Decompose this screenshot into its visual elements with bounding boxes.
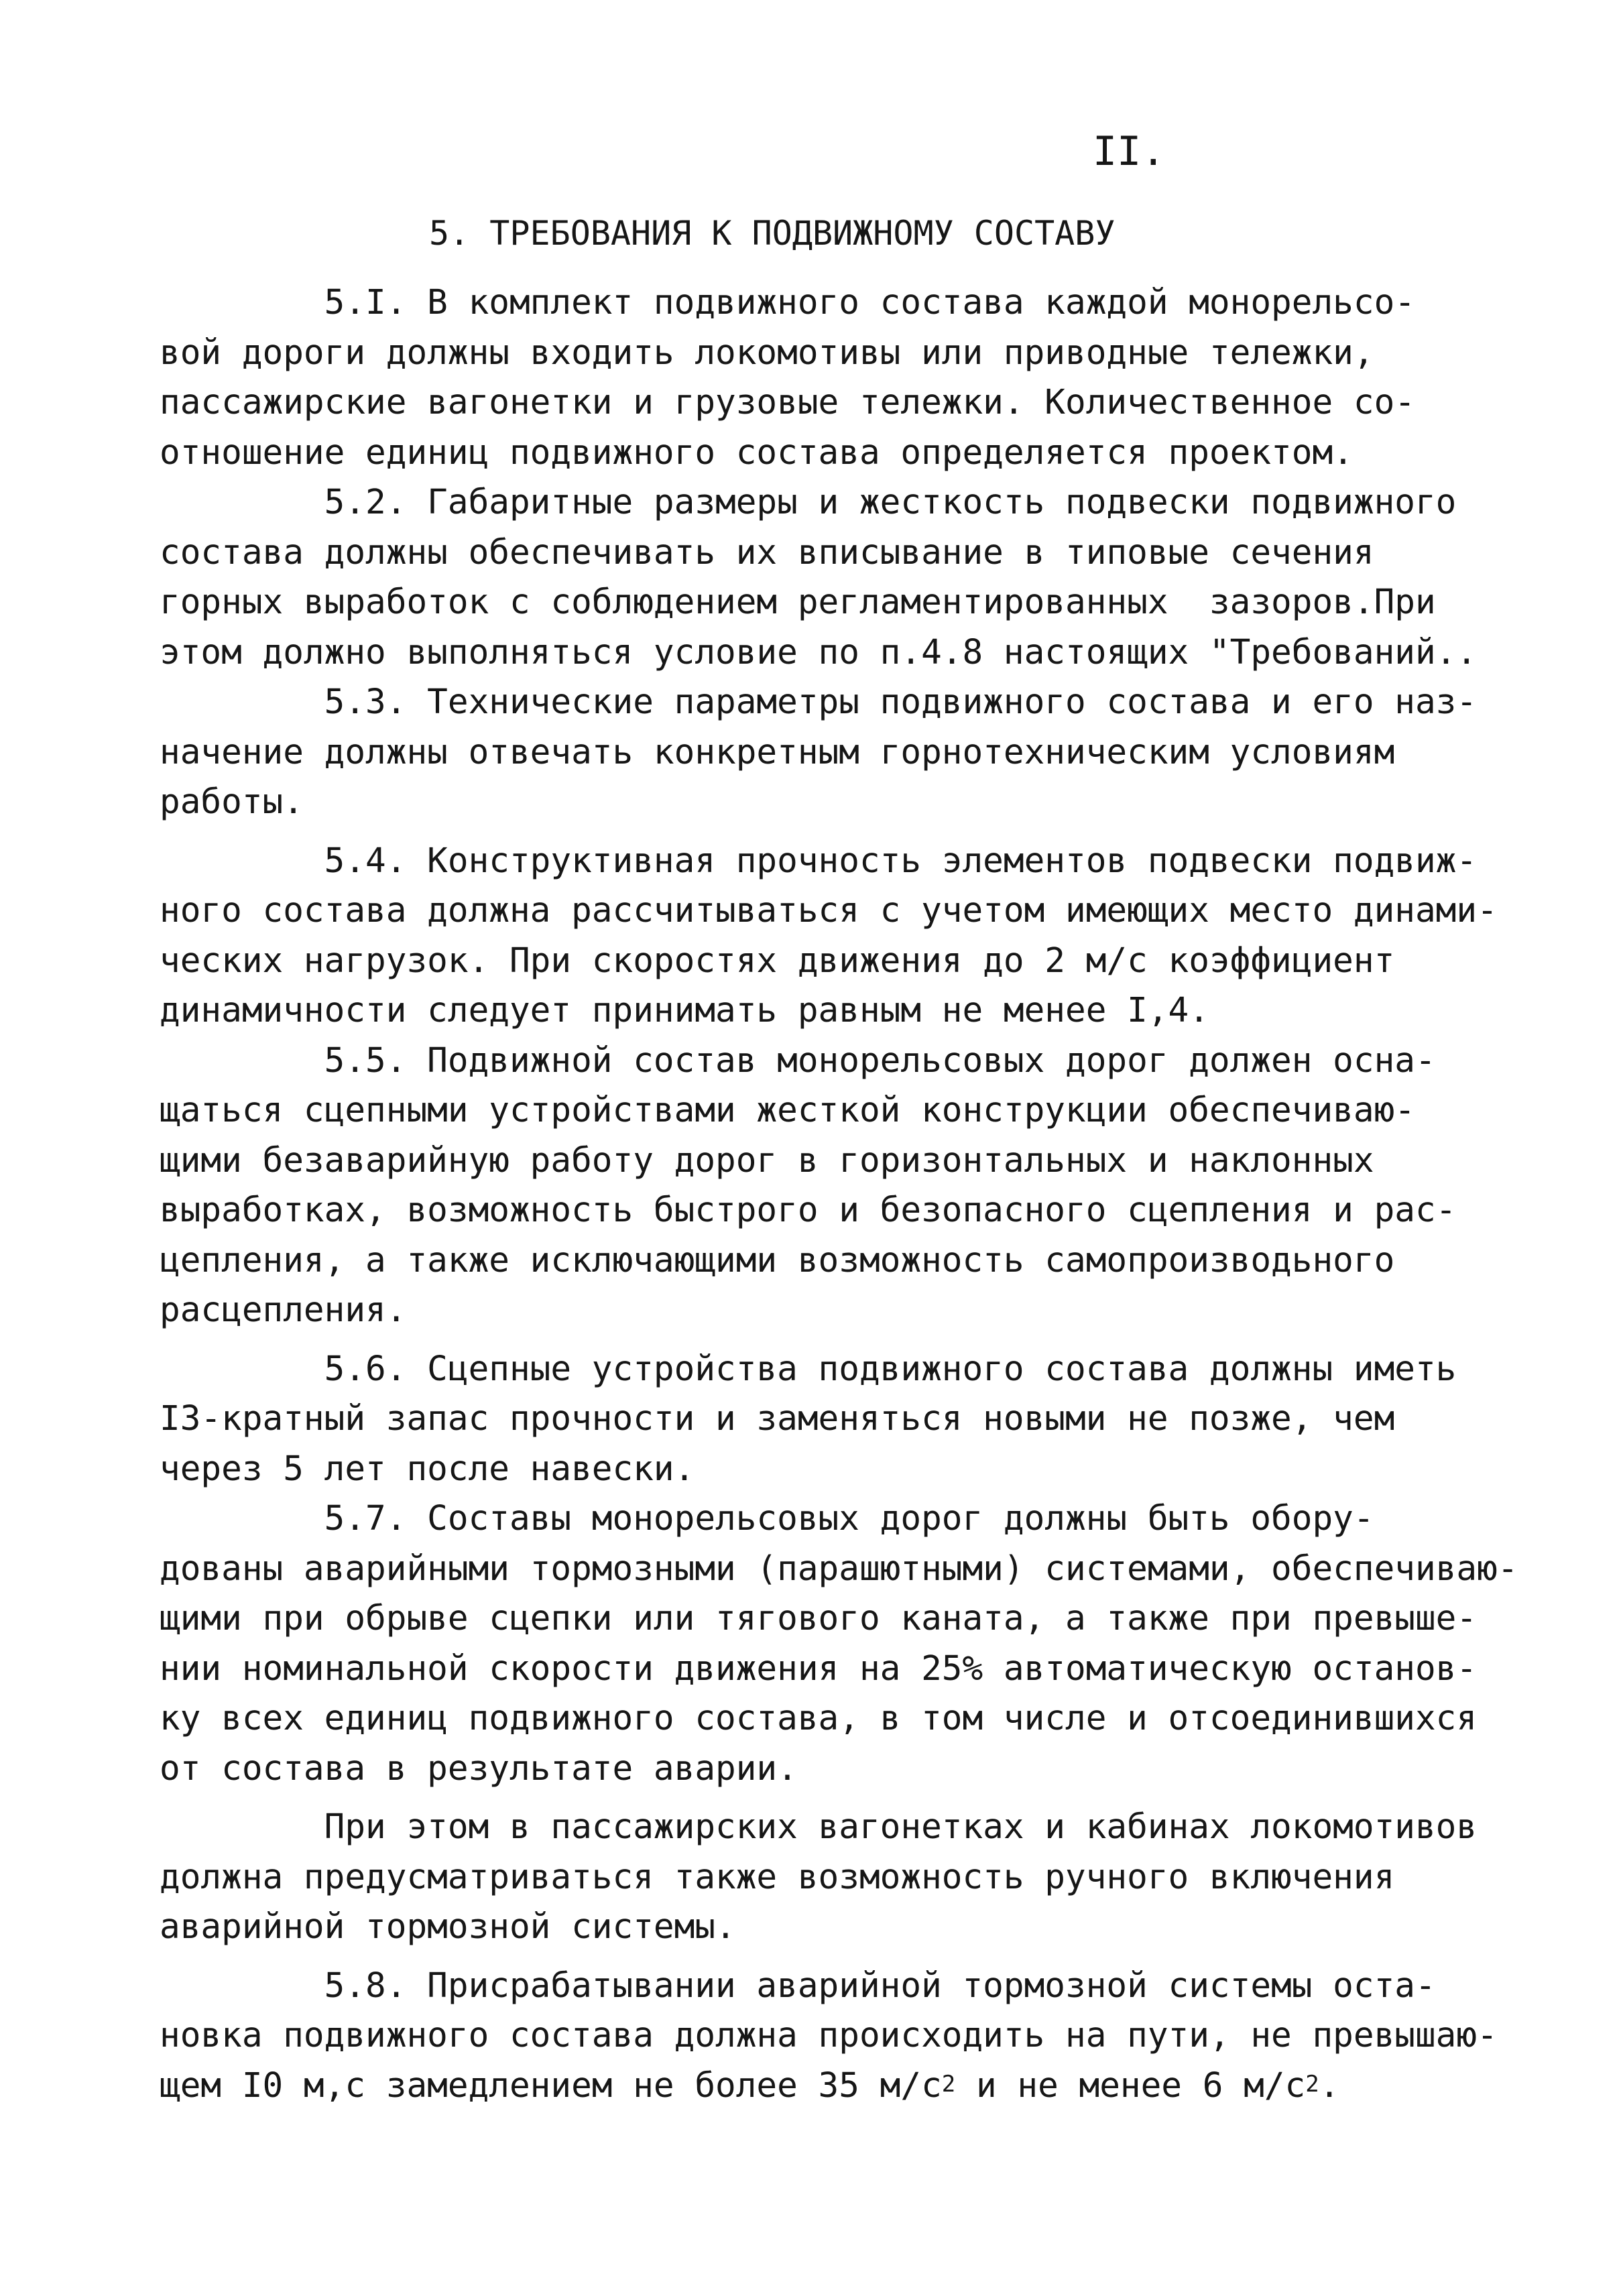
text-line: через 5 лет после навески. [160,1449,695,1489]
paragraph-5-7-continued [160,1803,1534,1953]
text-line: от состава в результате аварии. [160,1748,798,1789]
text-line: 5.3. Технические параметры подвижного состава и его наз- [160,682,1478,722]
paragraph-5-7 [160,1494,1534,1794]
text-line: динамичности следует принимать равным не менее I,4. [160,991,1209,1030]
paragraph-5-2 [160,478,1534,678]
paragraph-5-4 [160,837,1534,1036]
text-line: ку всех единиц подвижного состава, в том числе и отсоединившихся [160,1699,1478,1738]
text-line: новка подвижного состава должна происходить на пути, не превышаю- [160,2016,1498,2055]
text-line: 5.6. Сцепные устройства подвижного состава должны иметь [160,1349,1457,1389]
text-segment: щем I0 м,с замедлением не более 35 м/с [160,2065,942,2106]
text-line: ческих нагрузок. При скоростях движения до 2 м/с коэффициент [160,941,1395,981]
text-line: вой дороги должны входить локомотивы или приводные тележки, [160,333,1374,373]
paragraph-5-6 [160,1345,1534,1495]
text-line-with-exponents [160,2061,1534,2112]
text-line: расцепления. [160,1290,407,1330]
text-line: горных выработок с соблюдением регламентированных зазоров.При [160,583,1436,622]
text-segment: и не менее 6 м/с [955,2065,1306,2106]
text-line: щими при обрыве сцепки или тягового каната, а также при превыше- [160,1599,1478,1638]
text-line: отношение единиц подвижного состава определяется проектом. [160,432,1354,473]
text-line: выработках, возможность быстрого и безопасного сцепления и рас- [160,1191,1457,1230]
text-line: I3-кратный запас прочности и заменяться новыми не позже, чем [160,1399,1395,1439]
text-line: цепления, а также исключающими возможность самопроизводьного [160,1240,1395,1280]
text-line: щими безаварийную работу дорог в горизонтальных и наклонных [160,1140,1374,1181]
text-line: 5.2. Габаритные размеры и жесткость подвески подвижного [160,483,1457,522]
text-line: этом должно выполняться условие по п.4.8 настоящих "Требований.. [160,632,1478,672]
text-line: нии номинальной скорости движения на 25% автоматическую останов- [160,1648,1478,1689]
body-text [160,278,1534,2111]
exponent: 2 [1305,2070,1319,2098]
paragraph-5-8 [160,1961,1534,2112]
text-segment: . [1319,2065,1340,2106]
text-line: дованы аварийными тормозными (парашютными) системами, обеспечиваю- [160,1549,1518,1589]
text-line: 5.4. Конструктивная прочность элементов подвески подвиж- [160,841,1478,881]
exponent: 2 [941,2070,956,2098]
paragraph-5-1 [160,278,1534,478]
text-line: должна предусматриваться также возможность ручного включения [160,1857,1395,1897]
text-line: При этом в пассажирских вагонетках и кабинах локомотивов [160,1807,1478,1847]
paragraph-5-3 [160,678,1534,828]
page-number: II. [1093,128,1166,175]
text-line: 5.I. В комплект подвижного состава каждой монорельсо- [160,283,1415,322]
text-line: 5.5. Подвижной состав монорельсовых дорог должен осна- [160,1040,1436,1081]
text-line: работы. [160,782,304,822]
text-line: пассажирские вагонетки и грузовые тележки. Количественное со- [160,383,1415,422]
text-line: аварийной тормозной системы. [160,1907,736,1947]
text-line: 5.7. Составы монорельсовых дорог должны быть обору- [160,1499,1374,1538]
section-title: 5. ТРЕБОВАНИЯ К ПОДВИЖНОМУ СОСТАВУ [429,214,1116,253]
text-line: ного состава должна рассчитываться с учетом имеющих место динами- [160,891,1498,930]
text-line: начение должны отвечать конкретным горнотехническим условиям [160,732,1395,772]
text-line: щаться сцепными устройствами жесткой конструкции обеспечиваю- [160,1091,1415,1130]
text-line: 5.8. Присрабатывании аварийной тормозной системы оста- [160,1966,1436,2006]
paragraph-5-5 [160,1036,1534,1336]
text-line: состава должны обеспечивать их вписывание в типовые сечения [160,532,1374,572]
